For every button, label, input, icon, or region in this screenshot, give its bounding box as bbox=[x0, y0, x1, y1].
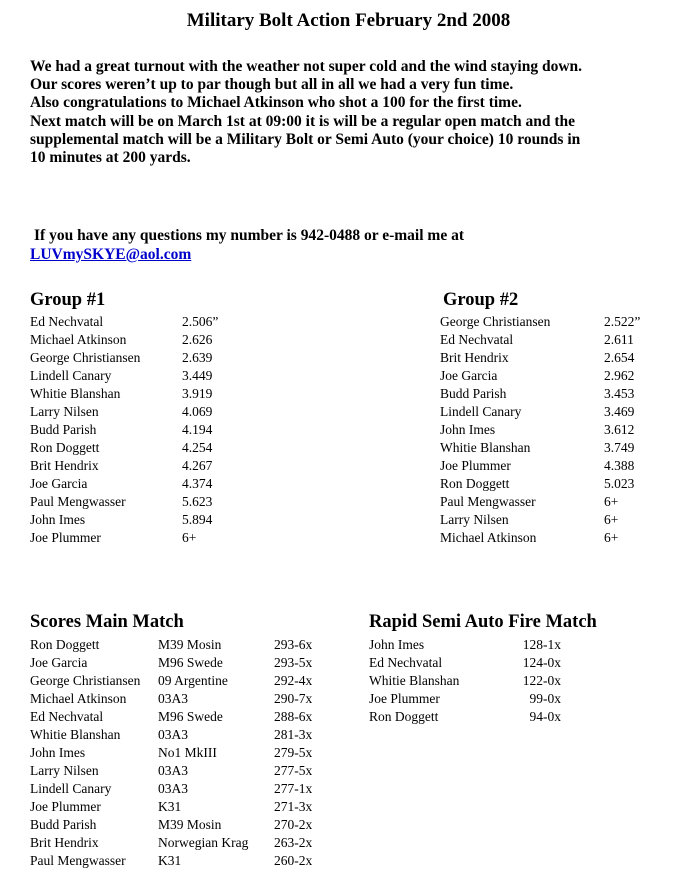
rifle-name: 03A3 bbox=[158, 781, 188, 796]
list-item bbox=[440, 457, 670, 475]
page-title: Military Bolt Action February 2nd 2008 bbox=[186, 10, 511, 31]
list-item bbox=[30, 708, 330, 726]
shooter-name: Whitie Blanshan bbox=[30, 727, 121, 742]
list-item bbox=[369, 654, 561, 672]
list-item bbox=[30, 762, 330, 780]
shooter-name: John Imes bbox=[369, 637, 425, 652]
shooter-name: Ron Doggett bbox=[30, 637, 100, 652]
group-size: 5.623 bbox=[182, 494, 213, 509]
group-size: 2.522” bbox=[604, 314, 641, 329]
group-size: 5.894 bbox=[182, 512, 213, 527]
shooter-name: Larry Nilsen bbox=[30, 763, 99, 778]
rifle-name: K31 bbox=[158, 853, 182, 868]
group1-list bbox=[30, 313, 240, 547]
group2-list bbox=[440, 313, 670, 547]
group-size: 4.388 bbox=[604, 458, 635, 473]
group-size: 2.506” bbox=[182, 314, 219, 329]
match-score: 263-2x bbox=[274, 835, 313, 850]
shooter-name: Ed Nechvatal bbox=[440, 332, 514, 347]
match-score: 281-3x bbox=[274, 727, 313, 742]
email-link[interactable]: LUVmySKYE@aol.com bbox=[30, 246, 192, 263]
group-size: 4.267 bbox=[182, 458, 213, 473]
shooter-name: Ed Nechvatal bbox=[30, 709, 104, 724]
shooter-name: Larry Nilsen bbox=[30, 404, 99, 419]
group-size: 6+ bbox=[604, 494, 619, 509]
list-item bbox=[440, 331, 670, 349]
intro-line: We had a great turnout with the weather not super cold and the wind staying down. bbox=[30, 58, 583, 75]
list-item bbox=[30, 744, 330, 762]
group-size: 2.654 bbox=[604, 350, 635, 365]
shooter-name: Joe Plummer bbox=[30, 530, 101, 545]
shooter-name: Joe Garcia bbox=[30, 655, 88, 670]
list-item bbox=[440, 439, 670, 457]
rifle-name: No1 MkIII bbox=[158, 745, 217, 760]
list-item bbox=[30, 511, 240, 529]
list-item bbox=[440, 493, 670, 511]
shooter-name: Brit Hendrix bbox=[440, 350, 509, 365]
list-item bbox=[440, 529, 670, 547]
shooter-name: Joe Plummer bbox=[30, 799, 101, 814]
match-score: 277-5x bbox=[274, 763, 313, 778]
list-item bbox=[440, 403, 670, 421]
match-score: 99-0x bbox=[529, 691, 561, 706]
list-item bbox=[369, 636, 561, 654]
rifle-name: M96 Swede bbox=[158, 709, 223, 724]
shooter-name: Ed Nechvatal bbox=[369, 655, 443, 670]
group-size: 4.254 bbox=[182, 440, 213, 455]
match-score: 271-3x bbox=[274, 799, 313, 814]
main-match-list bbox=[30, 636, 330, 870]
shooter-name: Lindell Canary bbox=[30, 781, 112, 796]
shooter-name: Lindell Canary bbox=[440, 404, 522, 419]
intro-line: 10 minutes at 200 yards. bbox=[30, 149, 191, 167]
list-item bbox=[30, 834, 330, 852]
rifle-name: M39 Mosin bbox=[158, 637, 222, 652]
list-item bbox=[30, 439, 240, 457]
rapid-match-heading: Rapid Semi Auto Fire Match bbox=[369, 612, 597, 632]
list-item bbox=[30, 726, 330, 744]
rifle-name: 09 Argentine bbox=[158, 673, 228, 688]
list-item bbox=[30, 313, 240, 331]
shooter-name: Ron Doggett bbox=[30, 440, 100, 455]
group1-heading: Group #1 bbox=[30, 290, 106, 310]
match-score: 260-2x bbox=[274, 853, 313, 868]
shooter-name: Paul Mengwasser bbox=[440, 494, 536, 509]
intro-line: Also congratulations to Michael Atkinson who shot a 100 for the first time. bbox=[30, 94, 522, 112]
shooter-name: Larry Nilsen bbox=[440, 512, 509, 527]
shooter-name: Joe Plummer bbox=[440, 458, 511, 473]
group-size: 3.749 bbox=[604, 440, 635, 455]
list-item bbox=[30, 798, 330, 816]
list-item bbox=[30, 421, 240, 439]
shooter-name: Whitie Blanshan bbox=[369, 673, 460, 688]
list-item bbox=[30, 690, 330, 708]
rifle-name: 03A3 bbox=[158, 727, 188, 742]
shooter-name: Joe Garcia bbox=[440, 368, 498, 383]
rifle-name: K31 bbox=[158, 799, 182, 814]
list-item bbox=[30, 654, 330, 672]
match-score: 94-0x bbox=[529, 709, 561, 724]
group-size: 2.639 bbox=[182, 350, 213, 365]
list-item bbox=[30, 780, 330, 798]
list-item bbox=[30, 529, 240, 547]
main-match-heading: Scores Main Match bbox=[30, 612, 184, 632]
shooter-name: Michael Atkinson bbox=[440, 530, 537, 545]
list-item bbox=[30, 493, 240, 511]
list-item bbox=[30, 331, 240, 349]
group-size: 6+ bbox=[182, 530, 197, 545]
group-size: 4.069 bbox=[182, 404, 213, 419]
match-score: 128-1x bbox=[522, 637, 561, 652]
list-item bbox=[30, 403, 240, 421]
shooter-name: George Christiansen bbox=[440, 314, 551, 329]
rifle-name: M96 Swede bbox=[158, 655, 223, 670]
group-size: 4.194 bbox=[182, 422, 213, 437]
shooter-name: John Imes bbox=[30, 512, 86, 527]
list-item bbox=[30, 457, 240, 475]
rifle-name: M39 Mosin bbox=[158, 817, 222, 832]
group-size: 3.469 bbox=[604, 404, 635, 419]
rifle-name: 03A3 bbox=[158, 691, 188, 706]
group-size: 5.023 bbox=[604, 476, 635, 491]
match-score: 279-5x bbox=[274, 745, 313, 760]
rapid-match-list bbox=[369, 636, 569, 726]
match-score: 290-7x bbox=[274, 691, 313, 706]
shooter-name: Budd Parish bbox=[30, 817, 97, 832]
list-item bbox=[440, 349, 670, 367]
shooter-name: Joe Garcia bbox=[30, 476, 88, 491]
shooter-name: George Christiansen bbox=[30, 350, 141, 365]
list-item bbox=[440, 367, 670, 385]
list-item bbox=[440, 475, 670, 493]
list-item bbox=[30, 475, 240, 493]
list-item bbox=[440, 313, 670, 331]
match-score: 270-2x bbox=[274, 817, 313, 832]
rifle-name: 03A3 bbox=[158, 763, 188, 778]
match-score: 293-6x bbox=[274, 637, 313, 652]
shooter-name: Ron Doggett bbox=[440, 476, 510, 491]
match-score: 277-1x bbox=[274, 781, 313, 796]
list-item bbox=[30, 349, 240, 367]
intro-line: supplemental match will be a Military Bolt or Semi Auto (your choice) 10 rounds in bbox=[30, 130, 581, 148]
match-score: 292-4x bbox=[274, 673, 313, 688]
contact-text: If you have any questions my number is 942-0488 or e-mail me at bbox=[34, 227, 464, 244]
group-size: 2.626 bbox=[182, 332, 213, 347]
list-item bbox=[30, 816, 330, 834]
shooter-name: John Imes bbox=[440, 422, 496, 437]
intro-line: Next match will be on March 1st at 09:00 it is will be a regular open match and the bbox=[30, 112, 576, 130]
shooter-name: Ron Doggett bbox=[369, 709, 439, 724]
shooter-name: Lindell Canary bbox=[30, 368, 112, 383]
contact-info bbox=[30, 226, 464, 264]
shooter-name: Ed Nechvatal bbox=[30, 314, 104, 329]
shooter-name: Budd Parish bbox=[440, 386, 507, 401]
list-item bbox=[440, 421, 670, 439]
match-score: 293-5x bbox=[274, 655, 313, 670]
shooter-name: Joe Plummer bbox=[369, 691, 440, 706]
list-item bbox=[440, 385, 670, 403]
match-score: 124-0x bbox=[522, 655, 561, 670]
shooter-name: Whitie Blanshan bbox=[440, 440, 531, 455]
list-item bbox=[369, 672, 561, 690]
group-size: 6+ bbox=[604, 512, 619, 527]
match-score: 288-6x bbox=[274, 709, 313, 724]
shooter-name: Paul Mengwasser bbox=[30, 853, 126, 868]
list-item bbox=[30, 672, 330, 690]
list-item bbox=[30, 367, 240, 385]
list-item bbox=[30, 852, 330, 870]
list-item bbox=[369, 690, 561, 708]
list-item bbox=[369, 708, 561, 726]
shooter-name: Brit Hendrix bbox=[30, 458, 99, 473]
shooter-name: George Christiansen bbox=[30, 673, 141, 688]
shooter-name: Michael Atkinson bbox=[30, 691, 127, 706]
shooter-name: Brit Hendrix bbox=[30, 835, 99, 850]
list-item bbox=[440, 511, 670, 529]
shooter-name: Whitie Blanshan bbox=[30, 386, 121, 401]
list-item bbox=[30, 385, 240, 403]
group-size: 3.449 bbox=[182, 368, 213, 383]
rifle-name: Norwegian Krag bbox=[158, 835, 249, 850]
group-size: 2.962 bbox=[604, 368, 635, 383]
list-item bbox=[30, 636, 330, 654]
group-size: 3.919 bbox=[182, 386, 213, 401]
group-size: 2.611 bbox=[604, 332, 634, 347]
shooter-name: Budd Parish bbox=[30, 422, 97, 437]
group2-heading: Group #2 bbox=[443, 290, 519, 310]
intro-line: Our scores weren’t up to par though but all in all we had a very fun time. bbox=[30, 76, 514, 94]
group-size: 6+ bbox=[604, 530, 619, 545]
shooter-name: John Imes bbox=[30, 745, 86, 760]
intro-paragraph bbox=[30, 58, 690, 167]
group-size: 3.612 bbox=[604, 422, 635, 437]
group-size: 4.374 bbox=[182, 476, 213, 491]
match-score: 122-0x bbox=[522, 673, 561, 688]
group-size: 3.453 bbox=[604, 386, 635, 401]
shooter-name: Paul Mengwasser bbox=[30, 494, 126, 509]
shooter-name: Michael Atkinson bbox=[30, 332, 127, 347]
